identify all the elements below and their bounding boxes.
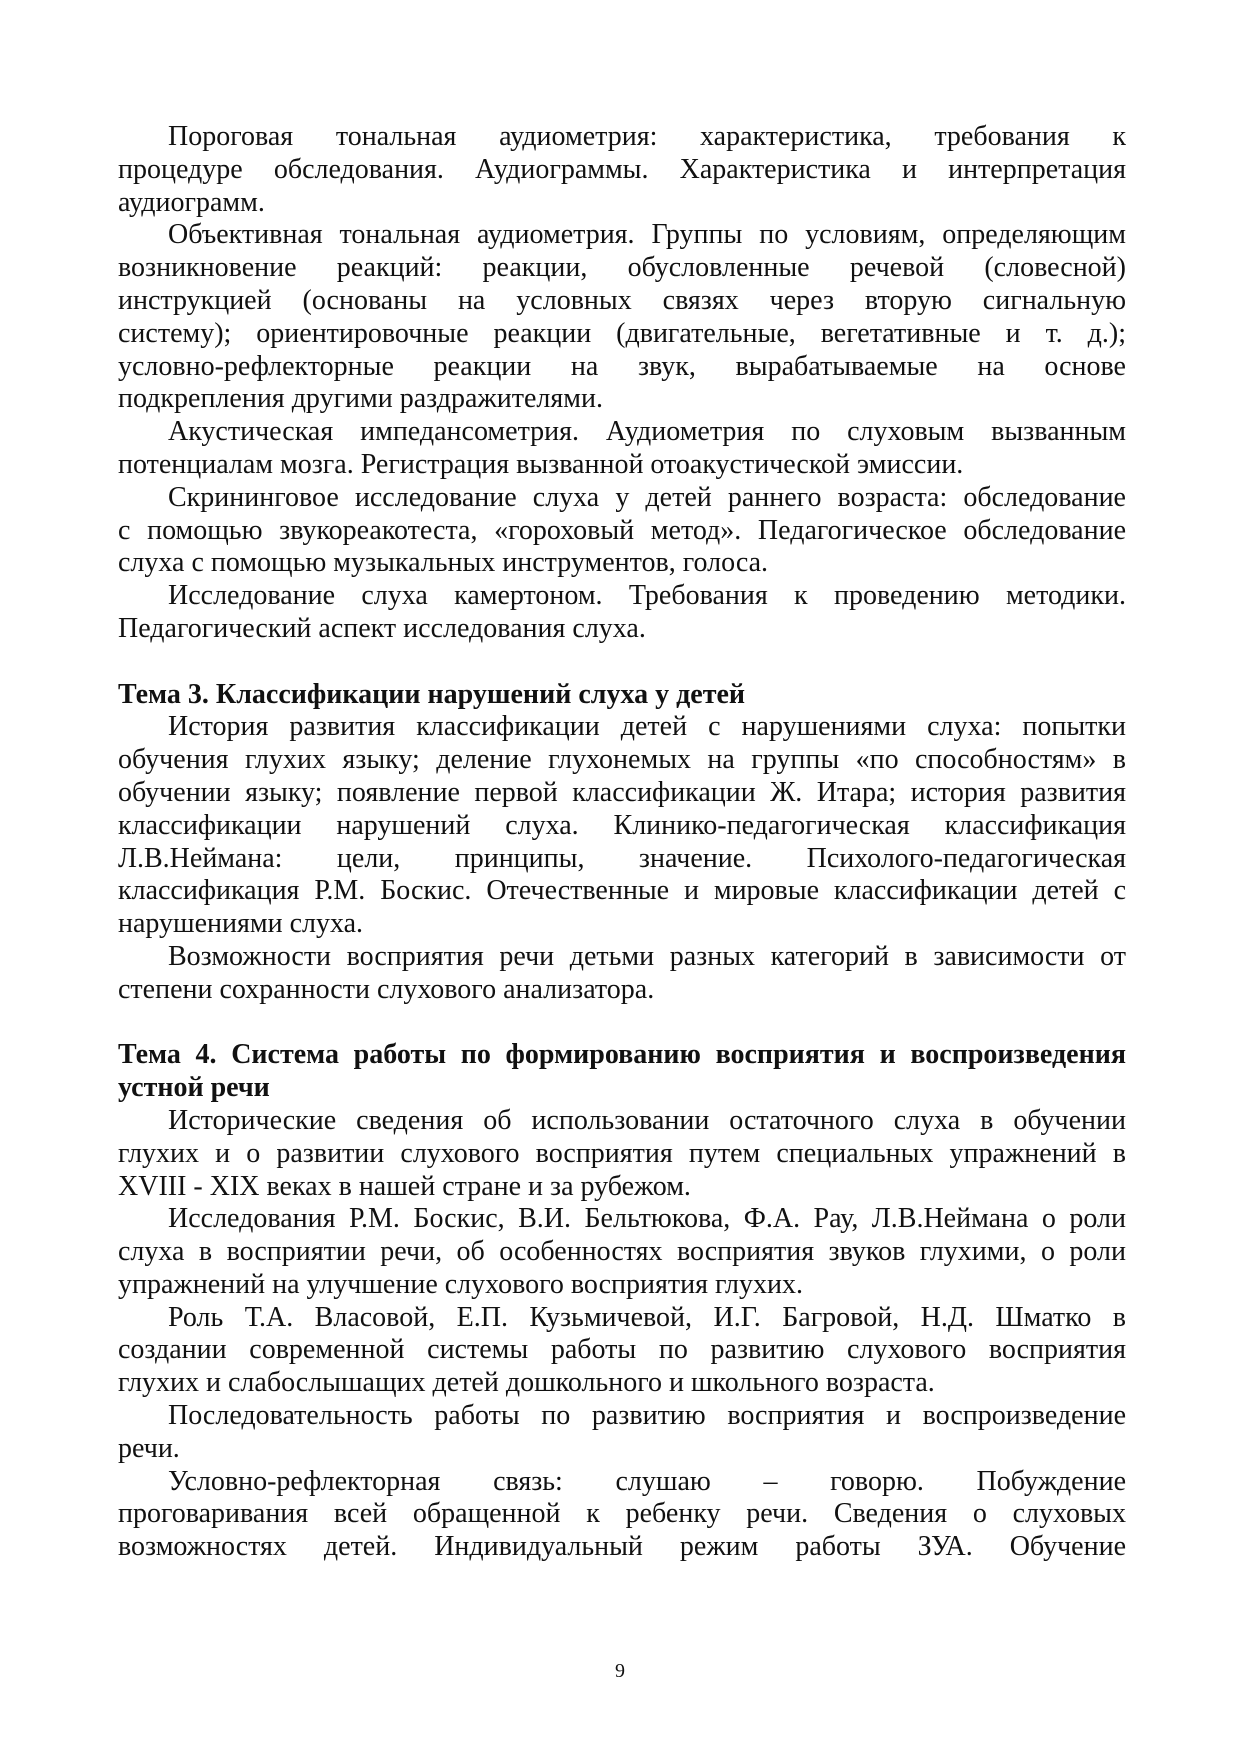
text-line: процедуре обследования. Аудиограммы. Характеристика и интерпретация — [118, 153, 1126, 185]
text-line: потенциалам мозга. Регистрация вызванной отоакустической эмиссии. — [118, 448, 964, 480]
text-line: возникновение реакций: реакции, обусловленные речевой (словесной) — [118, 252, 1126, 284]
text-line: подкрепления другими раздражителями. — [118, 383, 603, 415]
text-line: слуха с помощью музыкальных инструментов, голоса. — [118, 547, 769, 579]
text-line: Тема 4. Система работы по формированию восприятия и воспроизведения — [118, 1039, 1126, 1071]
text-line: XVIII - XIX веках в нашей стране и за рубежом. — [118, 1170, 691, 1202]
paragraph — [118, 1105, 1126, 1203]
text-line: Объективная тональная аудиометрия. Группы по условиям, определяющим — [168, 219, 1126, 251]
paragraph — [118, 1302, 1126, 1400]
text-line: Педагогический аспект исследования слуха. — [118, 612, 646, 644]
text-line: История развития классификации детей с нарушениями слуха: попытки — [168, 711, 1126, 743]
text-line: степени сохранности слухового анализатора. — [118, 973, 655, 1005]
text-line: возможностях детей. Индивидуальный режим работы ЗУА. Обучение — [118, 1531, 1126, 1563]
paragraph — [118, 711, 1126, 941]
text-line: обучении языку; появление первой классификации Ж. Итара; история развития — [118, 776, 1126, 808]
text-line: условно-рефлекторные реакции на звук, вырабатываемые на основе — [118, 350, 1126, 382]
text-line: классификация Р.М. Боскис. Отечественные и мировые классификации детей с — [118, 875, 1126, 907]
text-line: Пороговая тональная аудиометрия: характеристика, требования к — [168, 121, 1126, 152]
text-line: обучения глухих языку; деление глухонемых на группы «по способностям» в — [118, 744, 1126, 776]
text-line: нарушениями слуха. — [118, 908, 364, 940]
paragraph — [118, 482, 1126, 580]
paragraph — [118, 416, 1126, 482]
text-line: Тема 3. Классификации нарушений слуха у детей — [118, 678, 746, 710]
paragraph — [118, 1466, 1126, 1564]
paragraph — [118, 121, 1126, 219]
text-line: слуха в восприятии речи, об особенностях восприятия звуков глухими, о роли — [118, 1236, 1126, 1268]
text-line: Последовательность работы по развитию восприятия и воспроизведение — [168, 1400, 1126, 1432]
text-line: Исторические сведения об использовании остаточного слуха в обучении — [168, 1104, 1126, 1136]
text-line: инструкцией (основаны на условных связях через вторую сигнальную — [118, 284, 1126, 316]
text-line: проговаривания всей обращенной к ребенку речи. Сведения о слуховых — [118, 1498, 1126, 1530]
paragraph — [118, 219, 1126, 416]
text-line: устной речи — [118, 1072, 270, 1104]
blank-line — [118, 646, 1126, 679]
text-line: создании современной системы работы по развитию слухового восприятия — [118, 1334, 1126, 1366]
blank-line — [118, 1007, 1126, 1040]
paragraph — [118, 941, 1126, 1007]
text-line: глухих и о развитии слухового восприятия путем специальных упражнений в — [118, 1137, 1126, 1169]
text-line: глухих и слабослышащих детей дошкольного и школьного возраста. — [118, 1367, 935, 1399]
section-heading — [118, 1039, 1126, 1105]
page-number: 9 — [615, 1660, 625, 1682]
text-line: Исследование слуха камертоном. Требования к проведению методики. — [168, 580, 1126, 612]
text-line: с помощью звукореакотеста, «гороховый метод». Педагогическое обследование — [118, 514, 1126, 546]
text-line: Акустическая импедансометрия. Аудиометрия по слуховым вызванным — [168, 416, 1126, 448]
text-line: Скрининговое исследование слуха у детей раннего возраста: обследование — [168, 481, 1126, 513]
text-line: классификации нарушений слуха. Клинико-педагогическая классификация — [118, 809, 1126, 841]
paragraph — [118, 580, 1126, 646]
paragraph — [118, 1203, 1126, 1301]
text-line: аудиограмм. — [118, 186, 265, 218]
text-line: Возможности восприятия речи детьми разных категорий в зависимости от — [168, 940, 1126, 972]
text-line: Л.В.Неймана: цели, принципы, значение. Психолого-педагогическая — [118, 842, 1126, 874]
text-line: систему); ориентировочные реакции (двигательные, вегетативные и т. д.); — [118, 317, 1126, 349]
text-line: речи. — [118, 1432, 180, 1464]
text-line: упражнений на улучшение слухового восприятия глухих. — [118, 1268, 804, 1300]
text-line: Условно-рефлекторная связь: слушаю – говорю. Побуждение — [168, 1465, 1126, 1497]
section-heading — [118, 679, 1126, 712]
text-line: Исследования Р.М. Боскис, В.И. Бельтюкова, Ф.А. Рау, Л.В.Неймана о роли — [168, 1203, 1126, 1235]
document-body — [118, 121, 1126, 1564]
paragraph — [118, 1400, 1126, 1466]
text-line: Роль Т.А. Власовой, Е.П. Кузьмичевой, И.Г. Багровой, Н.Д. Шматко в — [168, 1301, 1126, 1333]
